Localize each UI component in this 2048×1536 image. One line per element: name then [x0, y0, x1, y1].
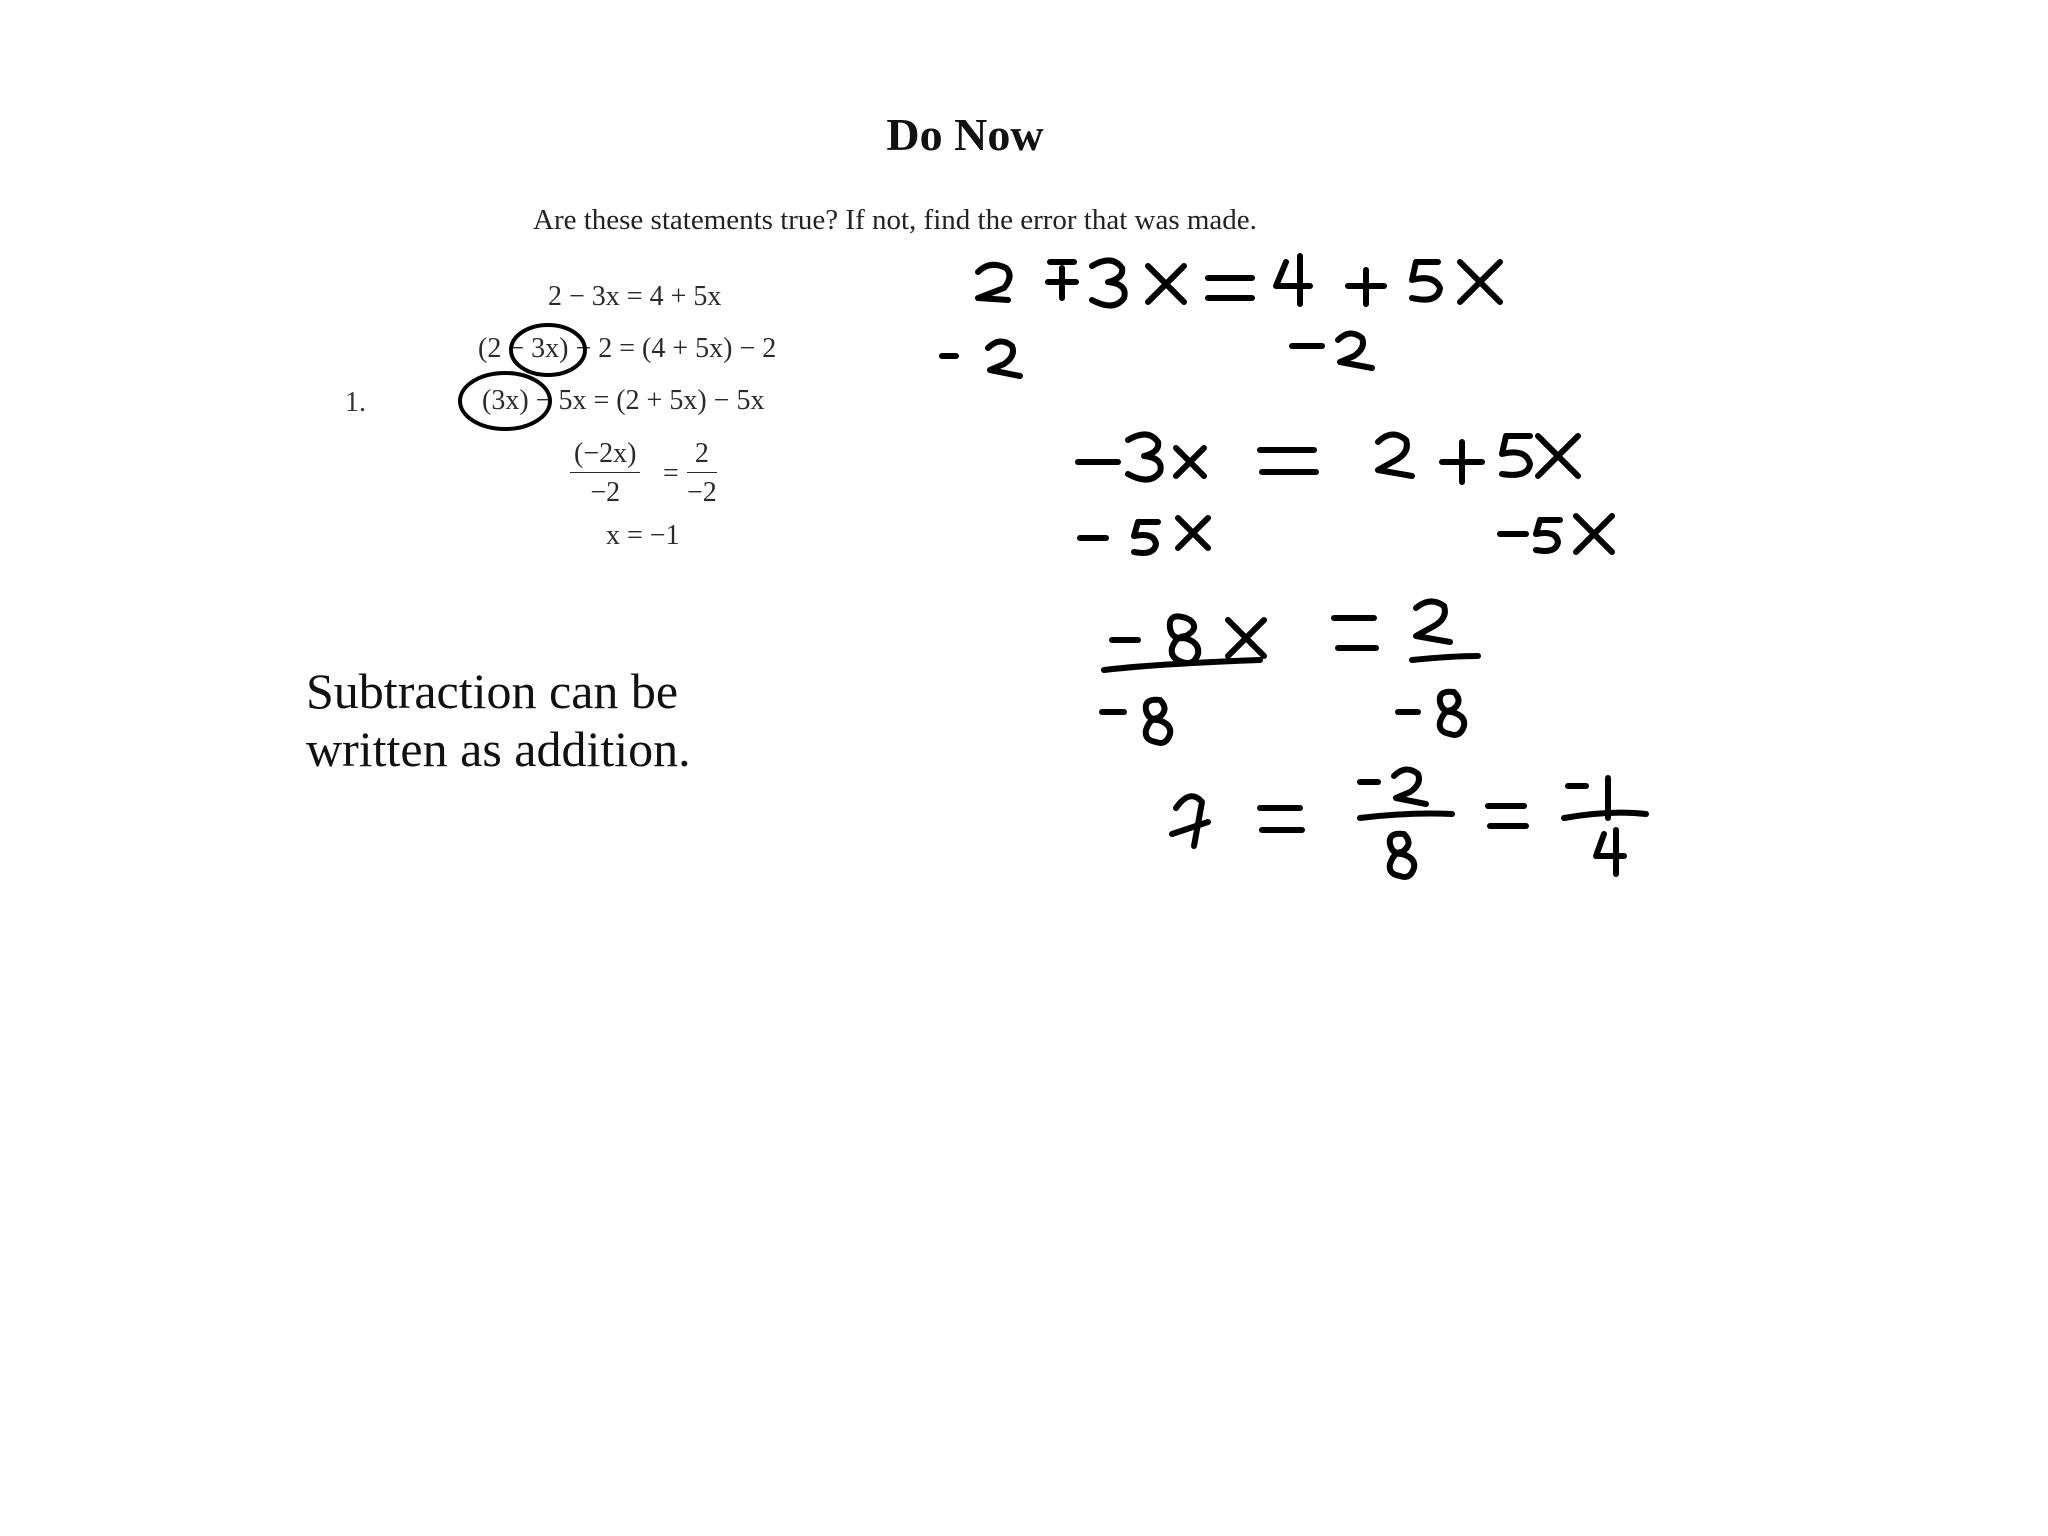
handwritten-line-4 — [1080, 516, 1612, 553]
instructions-text: Are these statements true? If not, find the error that was made. — [533, 204, 1257, 236]
fraction-right-numerator: 2 — [687, 438, 717, 473]
handwritten-line-6 — [1172, 769, 1646, 877]
fraction-right-denominator: −2 — [687, 477, 717, 508]
problem-number: 1. — [345, 387, 366, 418]
handwritten-line-1 — [978, 256, 1500, 306]
printed-equation-line-1: 2 − 3x = 4 + 5x — [548, 281, 722, 312]
printed-fraction-left — [570, 438, 640, 509]
slide-title: Do Now — [886, 109, 1044, 160]
printed-equation-line-5: x = −1 — [606, 520, 680, 551]
printed-fraction-right — [687, 438, 717, 509]
fraction-left-denominator: −2 — [590, 477, 621, 508]
fraction-equals-sign: = — [663, 458, 679, 489]
printed-equation-line-3: (3x) − 5x = (2 + 5x) − 5x — [482, 385, 765, 416]
handwritten-line-5 — [1102, 601, 1478, 743]
handwritten-line-2 — [942, 333, 1372, 376]
handwritten-line-3 — [1078, 434, 1578, 482]
printed-equation-line-2: (2 − 3x) − 2 = (4 + 5x) − 2 — [478, 333, 777, 364]
subtraction-note: Subtraction can be written as addition. — [306, 663, 691, 777]
fraction-left-numerator: (−2x) — [570, 438, 640, 473]
